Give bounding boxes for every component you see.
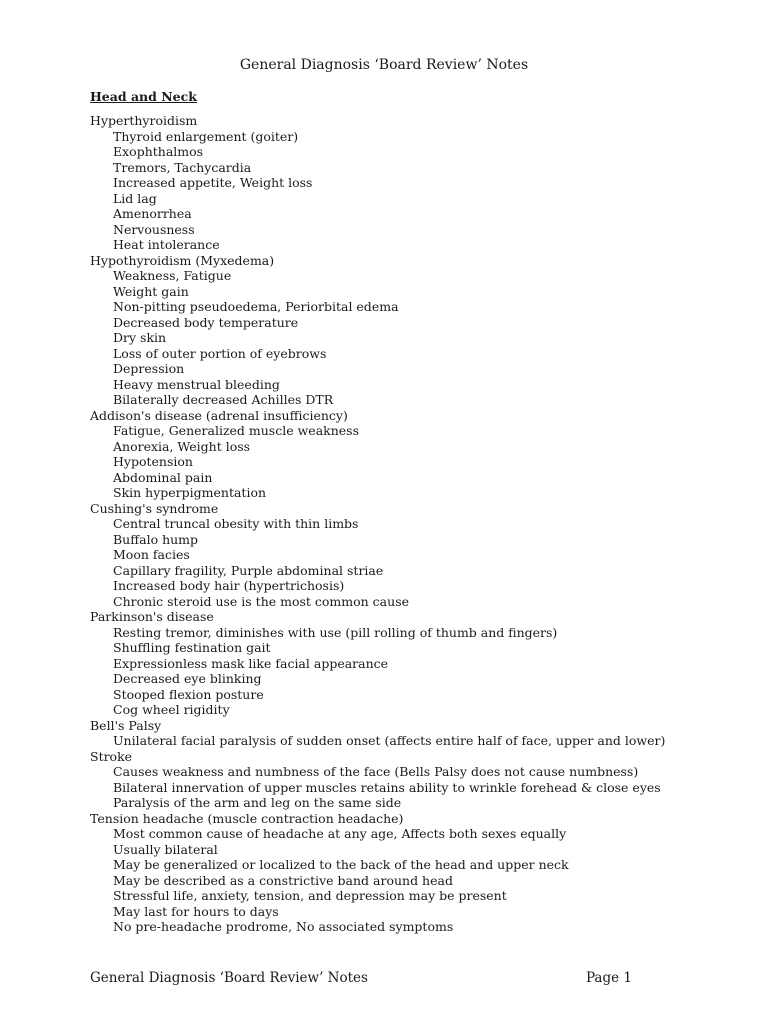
condition-name: Bell's Palsy: [90, 717, 162, 733]
finding-item: Hypotension: [113, 454, 193, 469]
condition-name: Tension headache (muscle contraction headache): [90, 810, 404, 826]
footer-title: General Diagnosis ‘Board Review’ Notes: [90, 970, 368, 986]
page-number: Page 1: [585, 970, 632, 986]
finding-item: Skin hyperpigmentation: [113, 485, 267, 500]
finding-item: Decreased body temperature: [113, 314, 299, 330]
finding-item: Loss of outer portion of eyebrows: [113, 345, 327, 361]
finding-item: Heavy menstrual bleeding: [113, 376, 280, 392]
finding-item: Decreased eye blinking: [113, 671, 262, 686]
condition-name: Parkinson's disease: [90, 609, 214, 624]
finding-item: Usually bilateral: [113, 841, 218, 857]
finding-item: Central truncal obesity with thin limbs: [113, 516, 359, 531]
section-heading: Head and Neck: [90, 89, 197, 104]
finding-item: Depression: [113, 361, 185, 376]
finding-item: Non-pitting pseudoedema, Periorbital edema: [113, 299, 399, 314]
finding-item: Anorexia, Weight loss: [113, 438, 251, 454]
finding-item: Stooped flexion posture: [113, 686, 264, 702]
finding-item: Fatigue, Generalized muscle weakness: [113, 423, 359, 438]
finding-item: Unilateral facial paralysis of sudden onset (affects entire half of face, upper and lower): [113, 733, 666, 748]
condition-block: [90, 501, 730, 610]
finding-item: May be generalized or localized to the back of the head and upper neck: [113, 857, 569, 872]
condition-name: Stroke: [90, 748, 133, 764]
finding-item: Chronic steroid use is the most common cause: [113, 593, 410, 609]
condition-block: [90, 253, 730, 408]
finding-item: Increased appetite, Weight loss: [113, 175, 313, 190]
condition-block: [90, 718, 730, 749]
finding-item: Dry skin: [113, 330, 167, 345]
finding-item: Most common cause of headache at any age, Affects both sexes equally: [113, 826, 567, 841]
finding-item: Causes weakness and numbness of the face (Bells Palsy does not cause numbness): [113, 764, 639, 779]
condition-block: [90, 609, 730, 718]
finding-item: Abdominal pain: [113, 469, 213, 485]
finding-item: Tremors, Tachycardia: [113, 159, 252, 175]
finding-item: Resting tremor, diminishes with use (pill rolling of thumb and fingers): [113, 624, 558, 640]
finding-item: Paralysis of the arm and leg on the same side: [113, 795, 402, 810]
finding-item: Expressionless mask like facial appearance: [113, 655, 389, 671]
finding-item: May last for hours to days: [113, 903, 279, 919]
finding-item: Cog wheel rigidity: [113, 702, 230, 717]
condition-name: Cushing's syndrome: [90, 500, 219, 516]
finding-item: Weight gain: [113, 283, 189, 299]
finding-item: Weakness, Fatigue: [113, 268, 232, 283]
finding-item: No pre-headache prodrome, No associated symptoms: [113, 919, 454, 934]
finding-item: Nervousness: [113, 221, 195, 237]
document-title: General Diagnosis ‘Board Review’ Notes: [239, 57, 529, 73]
finding-item: Bilaterally decreased Achilles DTR: [113, 392, 334, 407]
finding-item: Thyroid enlargement (goiter): [113, 128, 299, 144]
finding-item: Increased body hair (hypertrichosis): [113, 578, 345, 593]
finding-item: Capillary fragility, Purple abdominal striae: [113, 562, 384, 578]
finding-item: Shuffling festination gait: [113, 640, 271, 655]
finding-item: Lid lag: [113, 190, 157, 206]
finding-item: Bilateral innervation of upper muscles retains ability to wrinkle forehead & close eyes: [113, 779, 661, 795]
finding-item: Stressful life, anxiety, tension, and depression may be present: [113, 888, 507, 903]
finding-item: Amenorrhea: [113, 206, 192, 221]
finding-item: May be described as a constrictive band around head: [113, 872, 453, 888]
condition-block: [90, 749, 730, 811]
notes-list: [90, 113, 730, 935]
condition-block: [90, 811, 730, 935]
finding-item: Moon facies: [113, 547, 190, 562]
condition-block: [90, 113, 730, 253]
condition-name: Hyperthyroidism: [90, 113, 198, 128]
finding-item: Buffalo hump: [113, 531, 199, 547]
condition-name: Hypothyroidism (Myxedema): [90, 252, 275, 268]
condition-name: Addison's disease (adrenal insufficiency): [90, 407, 348, 423]
finding-item: Heat intolerance: [113, 237, 220, 252]
condition-block: [90, 408, 730, 501]
finding-item: Exophthalmos: [113, 144, 204, 159]
